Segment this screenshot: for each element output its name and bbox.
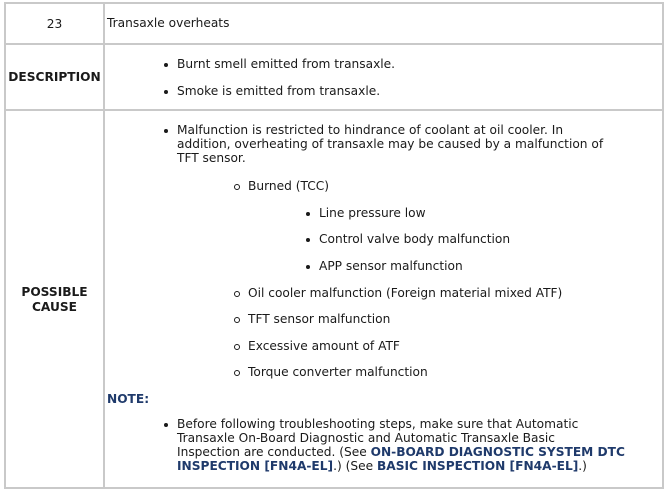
cause-burned-sub-item: Line pressure low (319, 206, 426, 220)
description-item: Smoke is emitted from transaxle. (177, 84, 381, 98)
cause-item: Oil cooler malfunction (Foreign material mixed ATF) (248, 286, 563, 300)
onboard-diagnostic-link[interactable]: ON-BOARD DIAGNOSTIC SYSTEM DTC (370, 445, 625, 459)
row-number: 23 (46, 16, 63, 31)
possible-cause-label-line1: POSSIBLE (21, 285, 88, 299)
row-number-cell (6, 4, 105, 43)
description-label: DESCRIPTION (8, 69, 101, 84)
cause-burned-sub-item: APP sensor malfunction (319, 259, 463, 273)
table-row-description (6, 45, 662, 111)
note-line (177, 445, 625, 460)
basic-inspection-link[interactable]: BASIC INSPECTION [FN4A-EL] (376, 459, 579, 473)
note-line (177, 459, 587, 474)
possible-cause-content-cell (105, 111, 662, 489)
troubleshooting-table (4, 2, 664, 489)
note-line: Before following troubleshooting steps, make sure that Automatic (177, 417, 579, 431)
cause-main-line: addition, overheating of transaxle may be caused by a malfunction of (177, 137, 604, 151)
table-row-header (6, 4, 662, 45)
description-label-cell (6, 45, 105, 109)
cause-item: Torque converter malfunction (248, 365, 428, 379)
description-content-cell (105, 45, 662, 109)
row-title: Transaxle overheats (107, 16, 230, 30)
cause-main-line: TFT sensor. (177, 151, 246, 165)
onboard-diagnostic-link-cont[interactable]: INSPECTION [FN4A-EL] (177, 459, 334, 473)
note-text: Inspection are conducted. (See (177, 445, 371, 459)
cause-burned-sub-item: Control valve body malfunction (319, 232, 511, 246)
note-text: .) (578, 459, 587, 473)
cause-main-line: Malfunction is restricted to hindrance of coolant at oil cooler. In (177, 123, 564, 137)
note-text: .) (See (333, 459, 377, 473)
table-row-possible-cause (6, 111, 662, 489)
note-line: Transaxle On-Board Diagnostic and Automatic Transaxle Basic (177, 431, 555, 445)
cause-item: Excessive amount of ATF (248, 339, 400, 353)
possible-cause-label (21, 285, 87, 315)
description-item: Burnt smell emitted from transaxle. (177, 57, 396, 71)
possible-cause-label-line2: CAUSE (31, 300, 77, 314)
cause-item: TFT sensor malfunction (248, 312, 391, 326)
row-title-cell (105, 4, 662, 43)
cause-burned: Burned (TCC) (248, 179, 329, 193)
note-label: NOTE: (107, 392, 150, 406)
possible-cause-label-cell (6, 111, 105, 489)
